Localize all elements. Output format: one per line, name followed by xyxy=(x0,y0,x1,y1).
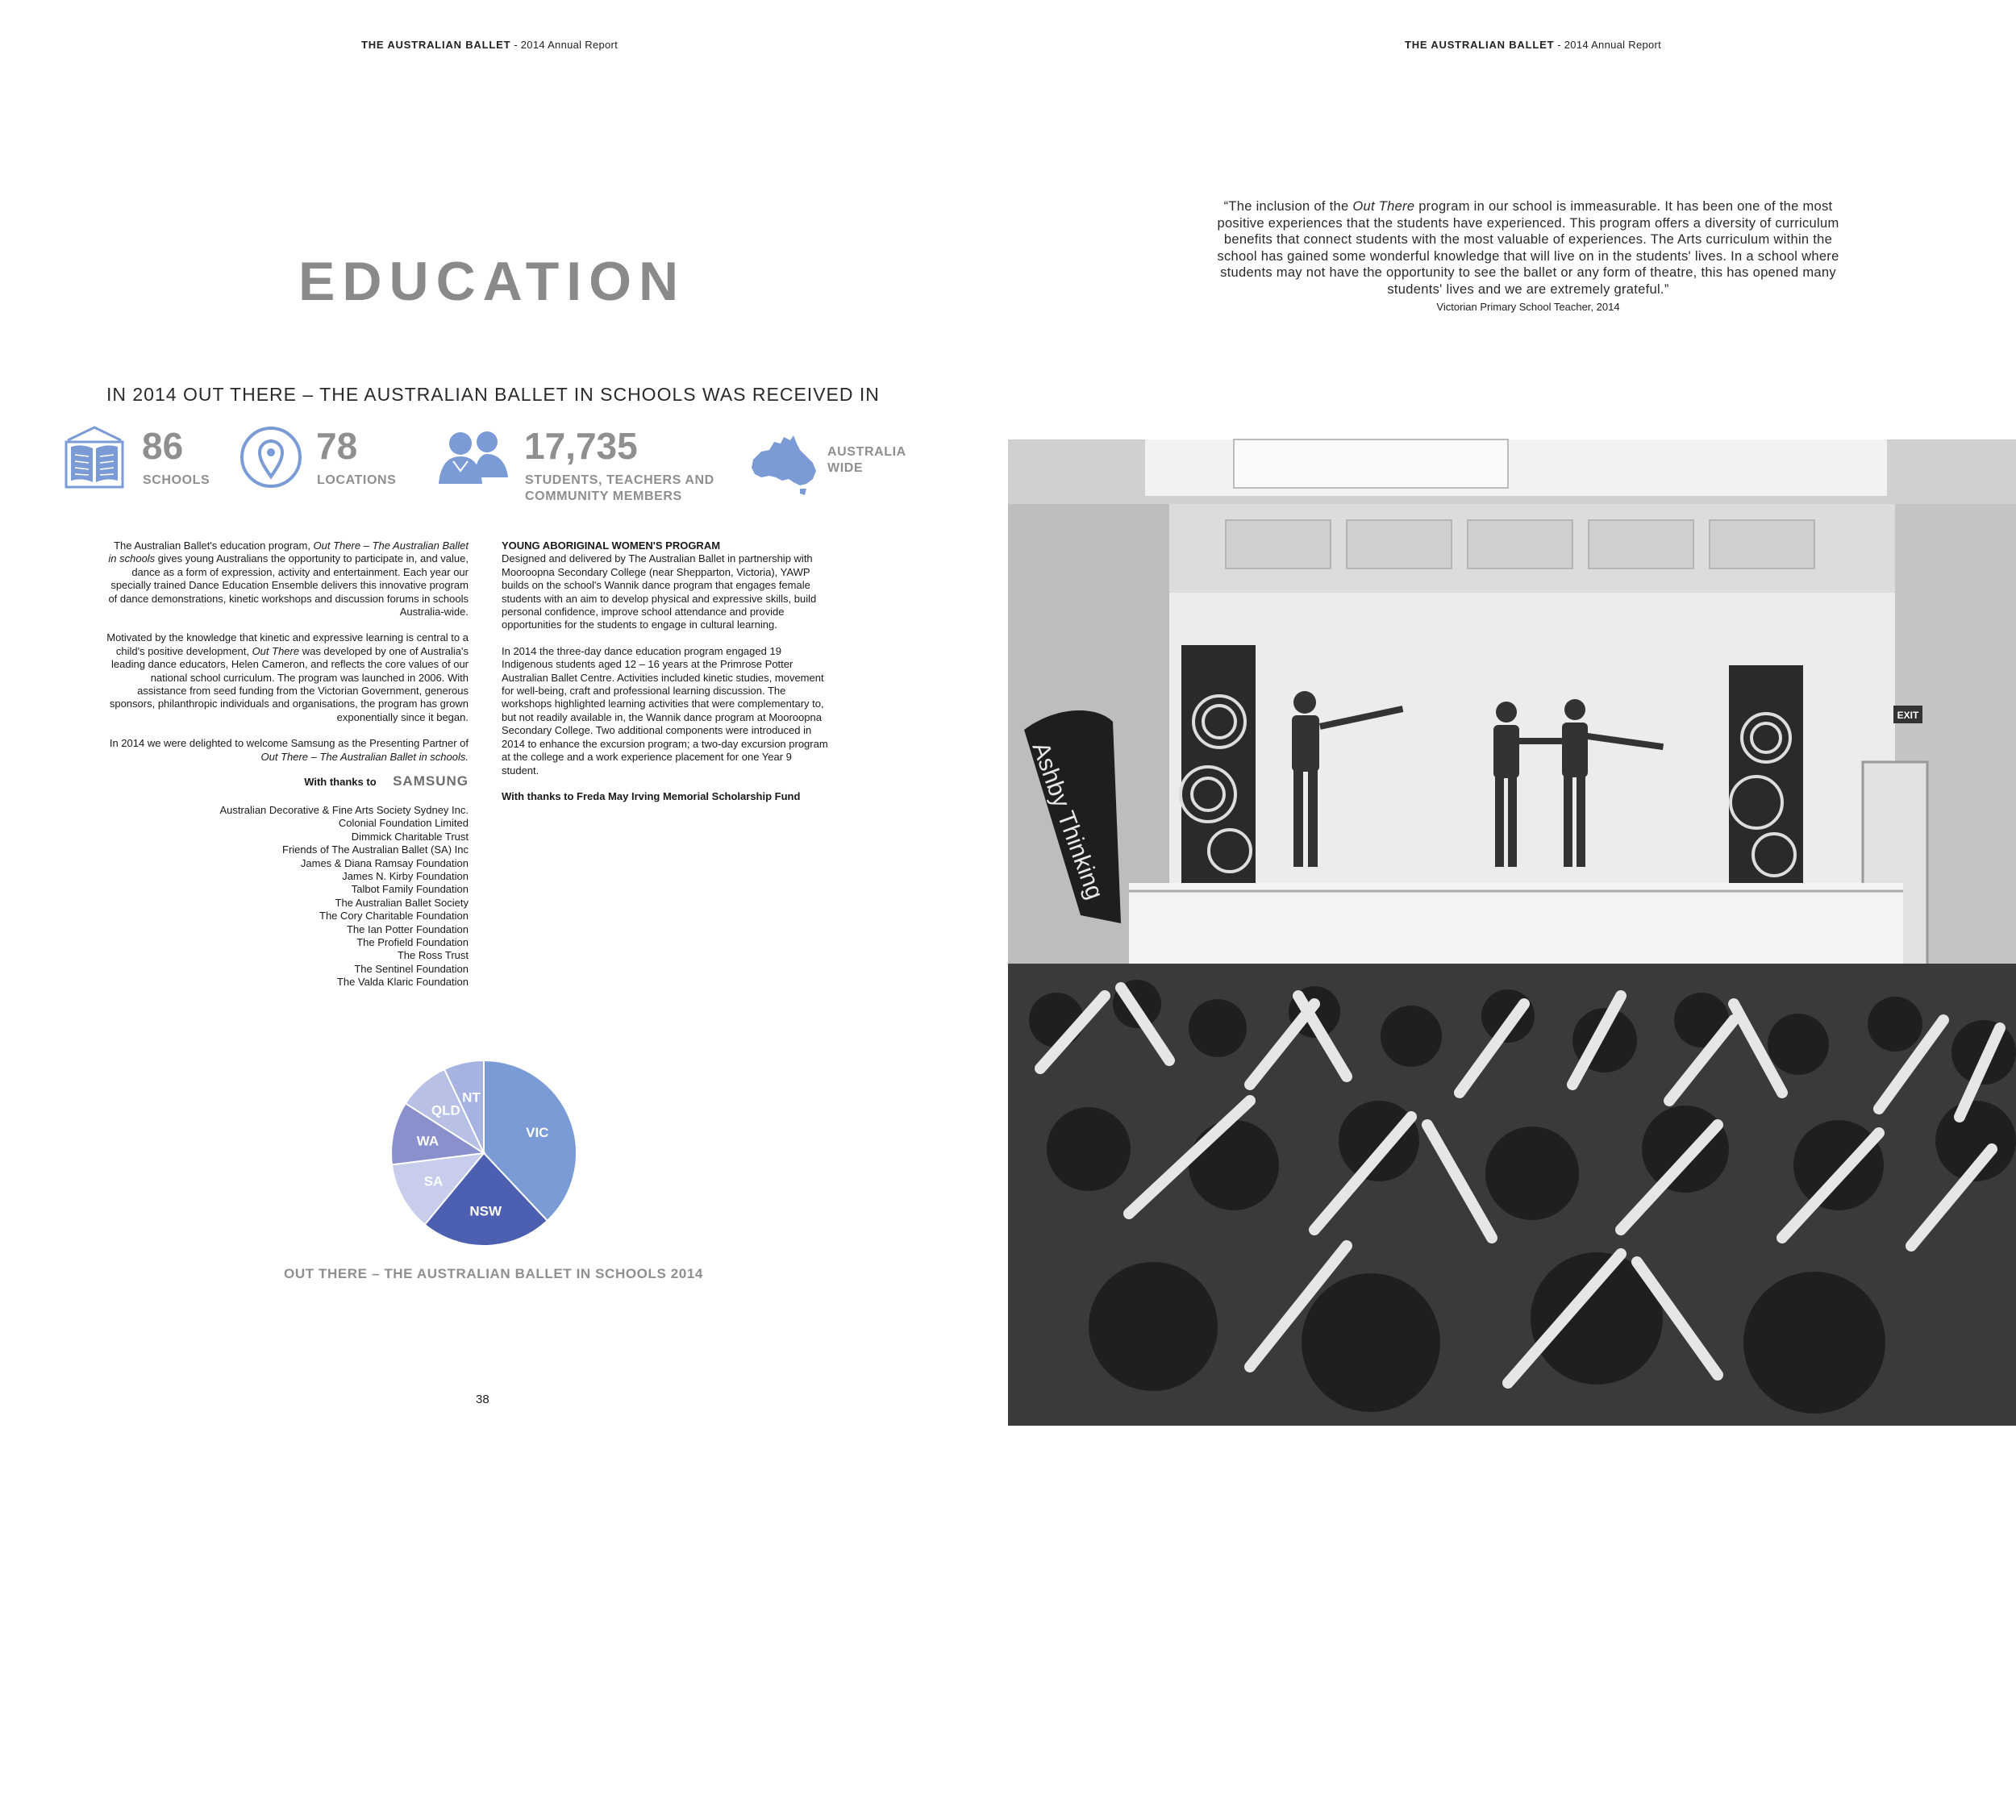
page-title: EDUCATION xyxy=(298,251,686,312)
teacher-quote: “The inclusion of the Out There program in our school is immeasurable. It has been one of the most positive experiences that the students have experienced. This program offers a diversity of curriculum benefits that connect students with the most valuable of experiences. The Arts curriculum within the school has gained some wonderful knowledge that will live on in the students' lives. In a school where students may not have the opportunity to see the ballet or any form of theatre, this has opened many students' lives and we are extremely grateful.” xyxy=(1217,199,1839,297)
photo-caption: Dance Education Ensemble members presenting Out There – The Australian Ballet in schools at Ashby Primary School, Geelong West. Photography Hayley Arundel xyxy=(1727,1772,1956,1819)
sponsor-item: Australian Decorative & Fine Arts Society Sydney Inc. xyxy=(219,804,469,816)
pie-label-vic: VIC xyxy=(526,1124,549,1140)
pie-label-sa: SA xyxy=(423,1173,444,1189)
sponsor-item: James & Diana Ramsay Foundation xyxy=(300,856,469,869)
stat-locations-label: LOCATIONS xyxy=(317,473,397,487)
pie-chart-title: OUT THERE – THE AUSTRALIAN BALLET IN SCHOOLS 2014 xyxy=(284,1266,703,1281)
pie-chart xyxy=(379,1048,589,1258)
stat-schools-label: SCHOOLS xyxy=(143,473,210,487)
yawp-heading: YOUNG ABORIGINAL WOMEN'S PROGRAM xyxy=(502,539,721,552)
sponsor-item: The Australian Ballet Society xyxy=(335,896,469,909)
exit-sign-text: EXIT xyxy=(1897,710,1919,721)
sponsor-item: The Valda Klaric Foundation xyxy=(336,976,469,989)
intro-paragraph: The Australian Ballet's education program, Out There – The Australian Ballet in schools gives young Australians the opportunity to participate in, and value, dance as a form of expression, activity and entertainment. Each year our specially trained Dance Education Ensemble delivers this innovative program of dance demonstrations, kinetic workshops and discussion forums in schools Australia-wide. xyxy=(108,539,469,618)
running-header-left: THE AUSTRALIAN BALLET - 2014 Annual Report xyxy=(361,39,619,51)
dance-photo xyxy=(1008,439,2016,1819)
people-icon xyxy=(435,429,511,489)
yawp-paragraph-2: In 2014 the three-day dance education program engaged 19 Indigenous students aged 12 – 16 years at the Primrose Potter Australian Ballet Centre. Activities included kinetic studies, movement for well-being, craft and professional learning discussion. The workshops highlighted learning activities that were complementary to, but not readily available in, the Wannik dance program at Mooroopna Secondary College. Two additional components were introduced in 2014 to enhance the excursion program; a two-day excursion program at the college and a work experience placement for one Year 9 student. xyxy=(502,644,828,777)
sponsor-item: The Ian Potter Foundation xyxy=(346,922,469,935)
stats-subtitle: IN 2014 OUT THERE – THE AUSTRALIAN BALLET IN SCHOOLS WAS RECEIVED IN xyxy=(106,384,880,405)
sponsor-item: Talbot Family Foundation xyxy=(351,883,469,896)
yawp-thanks: With thanks to Freda May Irving Memorial Scholarship Fund xyxy=(502,789,801,802)
stat-australia-label: AUSTRALIA WIDE xyxy=(827,445,906,475)
quote-attribution: Victorian Primary School Teacher, 2014 xyxy=(1436,301,1620,313)
yawp-paragraph-1: Designed and delivered by The Australian Ballet in partnership with Mooroopna Secondary College (near Shepparton, Victoria), YAWP builds on the school's Wannik dance program that engages female students with an aim to develop physical and expressive skills, build personal confidence, improve school attendance and provide opportunities for the students to engage in cultural learning. xyxy=(502,552,817,631)
pie-label-qld: QLD xyxy=(431,1102,460,1118)
pie-label-wa: WA xyxy=(416,1133,439,1149)
sponsor-item: Dimmick Charitable Trust xyxy=(351,830,469,843)
sponsor-item: The Cory Charitable Foundation xyxy=(319,910,469,922)
banner-text: Ashby Thinking xyxy=(1027,739,1109,903)
page-number: 38 xyxy=(476,1393,489,1406)
history-paragraph: Motivated by the knowledge that kinetic and expressive learning is central to a child's positive development, Out There was developed by one of Australia's leading dance educators, Helen Cameron, and reflects the core values of our national school curriculum. The program was launched in 2006. With assistance from seed funding from the Victorian Government, generous sponsors, philanthropic individuals and organisations, the program has grown exponentially since it began. xyxy=(106,631,469,723)
sponsor-list xyxy=(161,804,469,989)
samsung-logo: SAMSUNG xyxy=(393,773,469,789)
sponsor-item: Colonial Foundation Limited xyxy=(338,817,469,830)
running-header-right: THE AUSTRALIAN BALLET - 2014 Annual Report xyxy=(1405,39,1662,51)
book-icon xyxy=(63,424,126,494)
stat-locations-value: 78 xyxy=(316,425,358,467)
sponsor-item: The Ross Trust xyxy=(397,949,469,962)
sponsor-item: Friends of The Australian Ballet (SA) Inc xyxy=(282,843,469,856)
sponsor-item: The Profield Foundation xyxy=(356,936,469,949)
left-column xyxy=(103,539,469,777)
right-column xyxy=(502,539,831,816)
stat-members-value: 17,735 xyxy=(524,425,638,467)
australia-map-icon xyxy=(750,432,819,501)
sponsor-item: James N. Kirby Foundation xyxy=(342,870,469,883)
samsung-paragraph: In 2014 we were delighted to welcome Samsung as the Presenting Partner of Out There – The Australian Ballet in schools. xyxy=(109,737,469,763)
stat-members-label: STUDENTS, TEACHERS AND COMMUNITY MEMBERS xyxy=(525,473,714,503)
location-pin-icon xyxy=(239,425,303,494)
sponsor-item: The Sentinel Foundation xyxy=(354,962,469,975)
pie-label-nt: NT xyxy=(462,1089,481,1106)
pie-label-nsw: NSW xyxy=(469,1203,502,1219)
stat-schools-value: 86 xyxy=(142,425,184,467)
samsung-thanks: With thanks to SAMSUNG xyxy=(304,773,469,789)
